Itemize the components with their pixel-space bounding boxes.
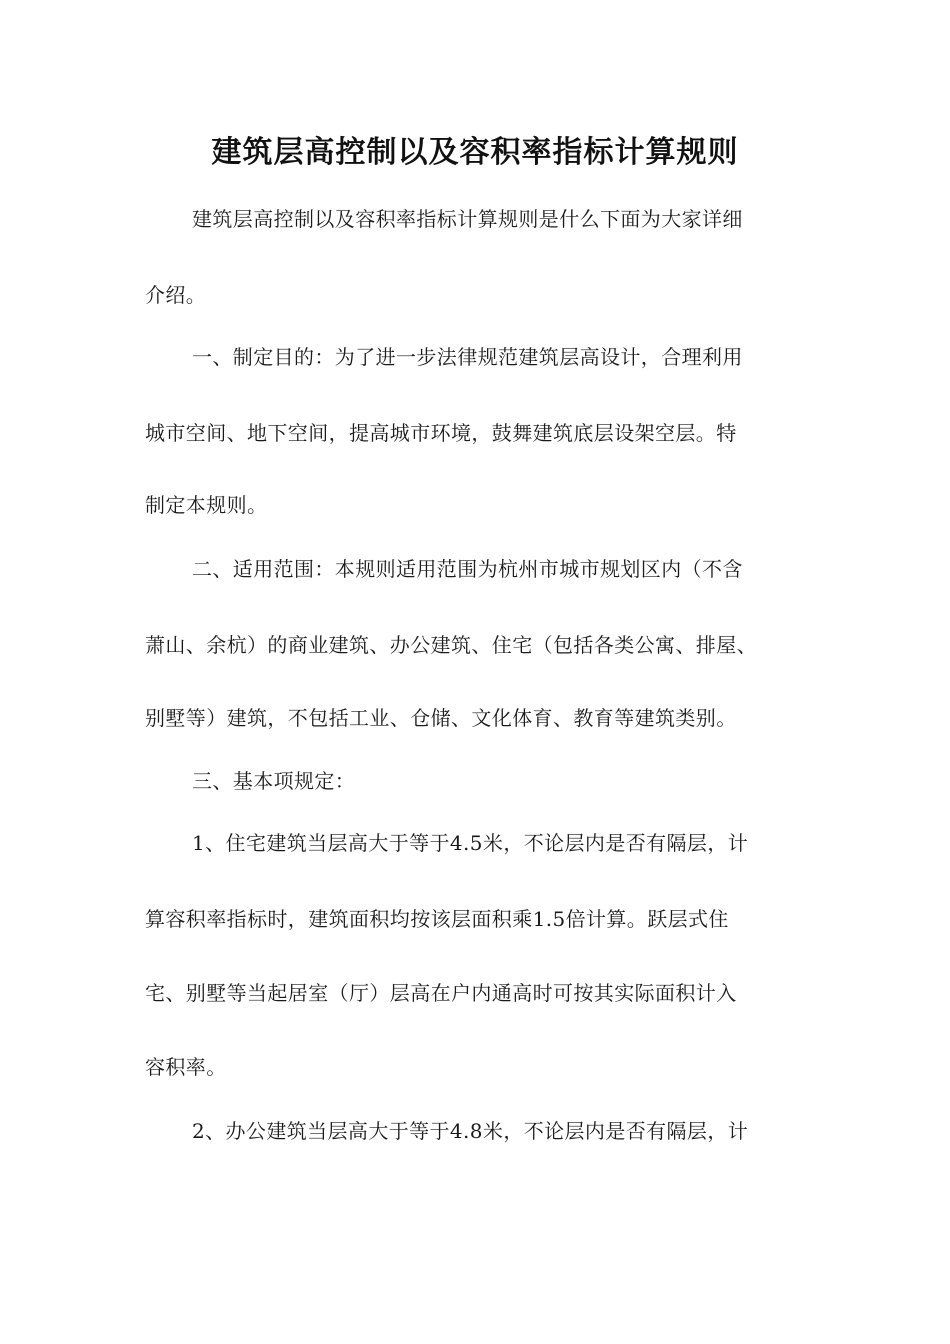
paragraph-line: 建筑层高控制以及容积率指标计算规则是什么下面为大家详细 — [192, 207, 743, 231]
paragraph-line: 宅、别墅等当起居室（厅）层高在户内通高时可按其实际面积计入 — [145, 981, 737, 1005]
paragraph-line: 三、基本项规定： — [192, 769, 356, 793]
paragraph-line: 城市空间、地下空间，提高城市环境，鼓舞建筑底层设架空层。特 — [145, 421, 737, 445]
paragraph-line: 萧山、余杭）的商业建筑、办公建筑、住宅（包括各类公寓、排屋、 — [145, 633, 757, 657]
paragraph-line: 介绍。 — [145, 283, 207, 307]
paragraph-line: 算容积率指标时，建筑面积均按该层面积乘1.5倍计算。跃层式住 — [145, 907, 729, 931]
paragraph-line: 容积率。 — [145, 1055, 227, 1079]
paragraph-line: 二、适用范围：本规则适用范围为杭州市城市规划区内（不含 — [192, 557, 743, 581]
paragraph-line: 一、制定目的：为了进一步法律规范建筑层高设计，合理利用 — [192, 345, 743, 369]
paragraph-line: 2、办公建筑当层高大于等于4.8米，不论层内是否有隔层，计 — [192, 1119, 749, 1143]
paragraph-line: 别墅等）建筑，不包括工业、仓储、文化体育、教育等建筑类别。 — [145, 706, 737, 730]
paragraph-line: 制定本规则。 — [145, 493, 268, 517]
paragraph-line: 1、住宅建筑当层高大于等于4.5米，不论层内是否有隔层，计 — [192, 831, 749, 855]
document-title: 建筑层高控制以及容积率指标计算规则 — [211, 135, 739, 170]
